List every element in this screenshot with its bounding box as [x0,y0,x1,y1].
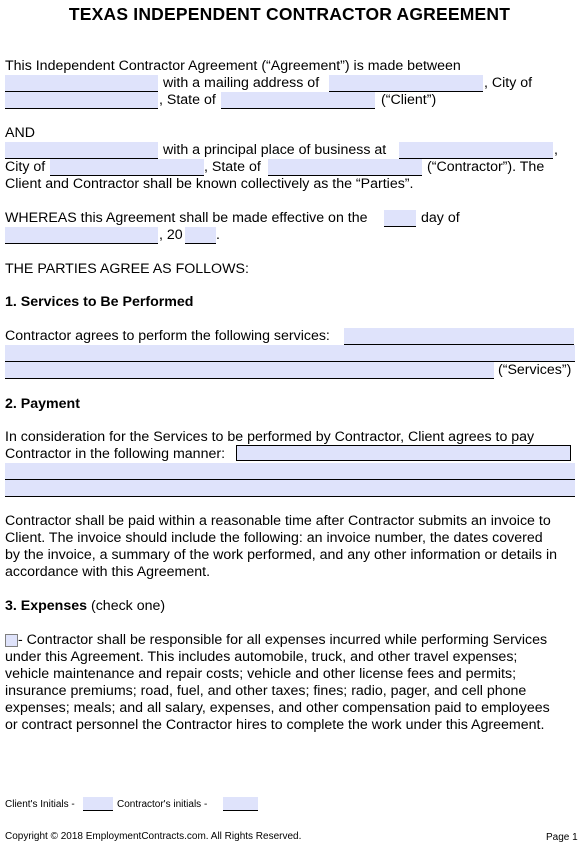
comma-label: , [554,142,558,158]
contractor-initials-label: Contractor's initials - [117,799,208,810]
services-text: Contractor agrees to perform the following services: [5,328,330,344]
section-3-heading [5,598,165,615]
contractor-label: (“Contractor”). The [427,159,545,175]
payment-field-3[interactable] [5,480,575,497]
effective-month-field[interactable] [5,227,158,244]
client-initials-label: Client's Initials - [5,799,75,810]
invoice-text-3: by the invoice, a summary of the work performed, and any other information or details in [5,547,558,563]
expenses-text-4: insurance premiums; road, fuel, and other taxes; fines; radio, pager, and cell phone [5,683,527,699]
contractor-city-label: City of [5,159,46,175]
expenses-text-5: expenses; meals; and all salary, expenses, and other compensation paid to employees [5,700,550,716]
mailing-label: with a mailing address of [163,75,320,91]
payment-manner-field[interactable] [236,445,571,461]
parties-text: Client and Contractor shall be known collectively as the “Parties”. [5,176,414,192]
contractor-state-label: , State of [204,159,261,175]
contractor-name-field[interactable] [5,142,158,159]
expenses-text-3: vehicle maintenance and repair costs; vehicle and other license fees and permits; [5,666,517,682]
check-one-note: (check one) [90,598,166,614]
expenses-checkbox[interactable] [5,634,18,647]
principal-label: with a principal place of business at [163,142,387,158]
services-field-2[interactable] [5,345,575,362]
intro-text: This Independent Contractor Agreement (“Agreement”) is made between [5,58,461,74]
payment-text-2: Contractor in the following manner: [5,446,226,462]
client-city-field[interactable] [5,92,158,109]
section-1-heading: 1. Services to Be Performed [5,294,194,310]
invoice-text-4: accordance with this Agreement. [5,564,211,580]
contractor-state-field[interactable] [268,159,422,176]
client-initials-field[interactable] [83,797,113,811]
agree-heading: THE PARTIES AGREE AS FOLLOWS: [5,261,249,277]
city-label: , City of [484,75,533,91]
client-label: (“Client”) [381,92,437,108]
expenses-text-6: or contract personnel the Contractor hires to complete the work under this Agreement. [5,717,545,733]
period-label: . [216,227,220,243]
services-field-1[interactable] [344,328,574,345]
invoice-text-2: Client. The invoice should include the following: an invoice number, the dates covered [5,530,543,546]
effective-day-field[interactable] [384,210,416,227]
state-label: , State of [159,92,216,108]
document-title: TEXAS INDEPENDENT CONTRACTOR AGREEMENT [68,4,511,24]
contractor-address-field[interactable] [399,142,553,159]
year-prefix-label: , 20 [159,227,183,243]
client-name-field[interactable] [5,75,158,92]
and-label: AND [5,125,35,141]
whereas-text: WHEREAS this Agreement shall be made effective on the [5,210,368,226]
section-2-heading: 2. Payment [5,396,80,412]
contractor-city-field[interactable] [50,159,204,176]
expenses-text-2: under this Agreement. This includes automobile, truck, and other travel expenses; [5,649,518,665]
payment-field-2[interactable] [5,463,575,480]
day-of-label: day of [421,210,460,226]
effective-year-field[interactable] [185,227,216,244]
page-number: Page 1 [546,832,578,843]
copyright-text: Copyright © 2018 EmploymentContracts.com. All Rights Reserved. [5,831,302,842]
invoice-text-1: Contractor shall be paid within a reasonable time after Contractor submits an invoice to [5,513,551,529]
expenses-text-1: - Contractor shall be responsible for all expenses incurred while performing Services [18,632,548,648]
client-state-field[interactable] [221,92,375,109]
client-address-field[interactable] [329,75,483,92]
services-label: (“Services”) [498,362,572,378]
services-field-3[interactable] [5,362,494,379]
payment-text-1: In consideration for the Services to be performed by Contractor, Client agrees to pay [5,429,535,445]
contractor-initials-field[interactable] [223,797,258,811]
section-3-title: 3. Expenses [5,598,88,614]
